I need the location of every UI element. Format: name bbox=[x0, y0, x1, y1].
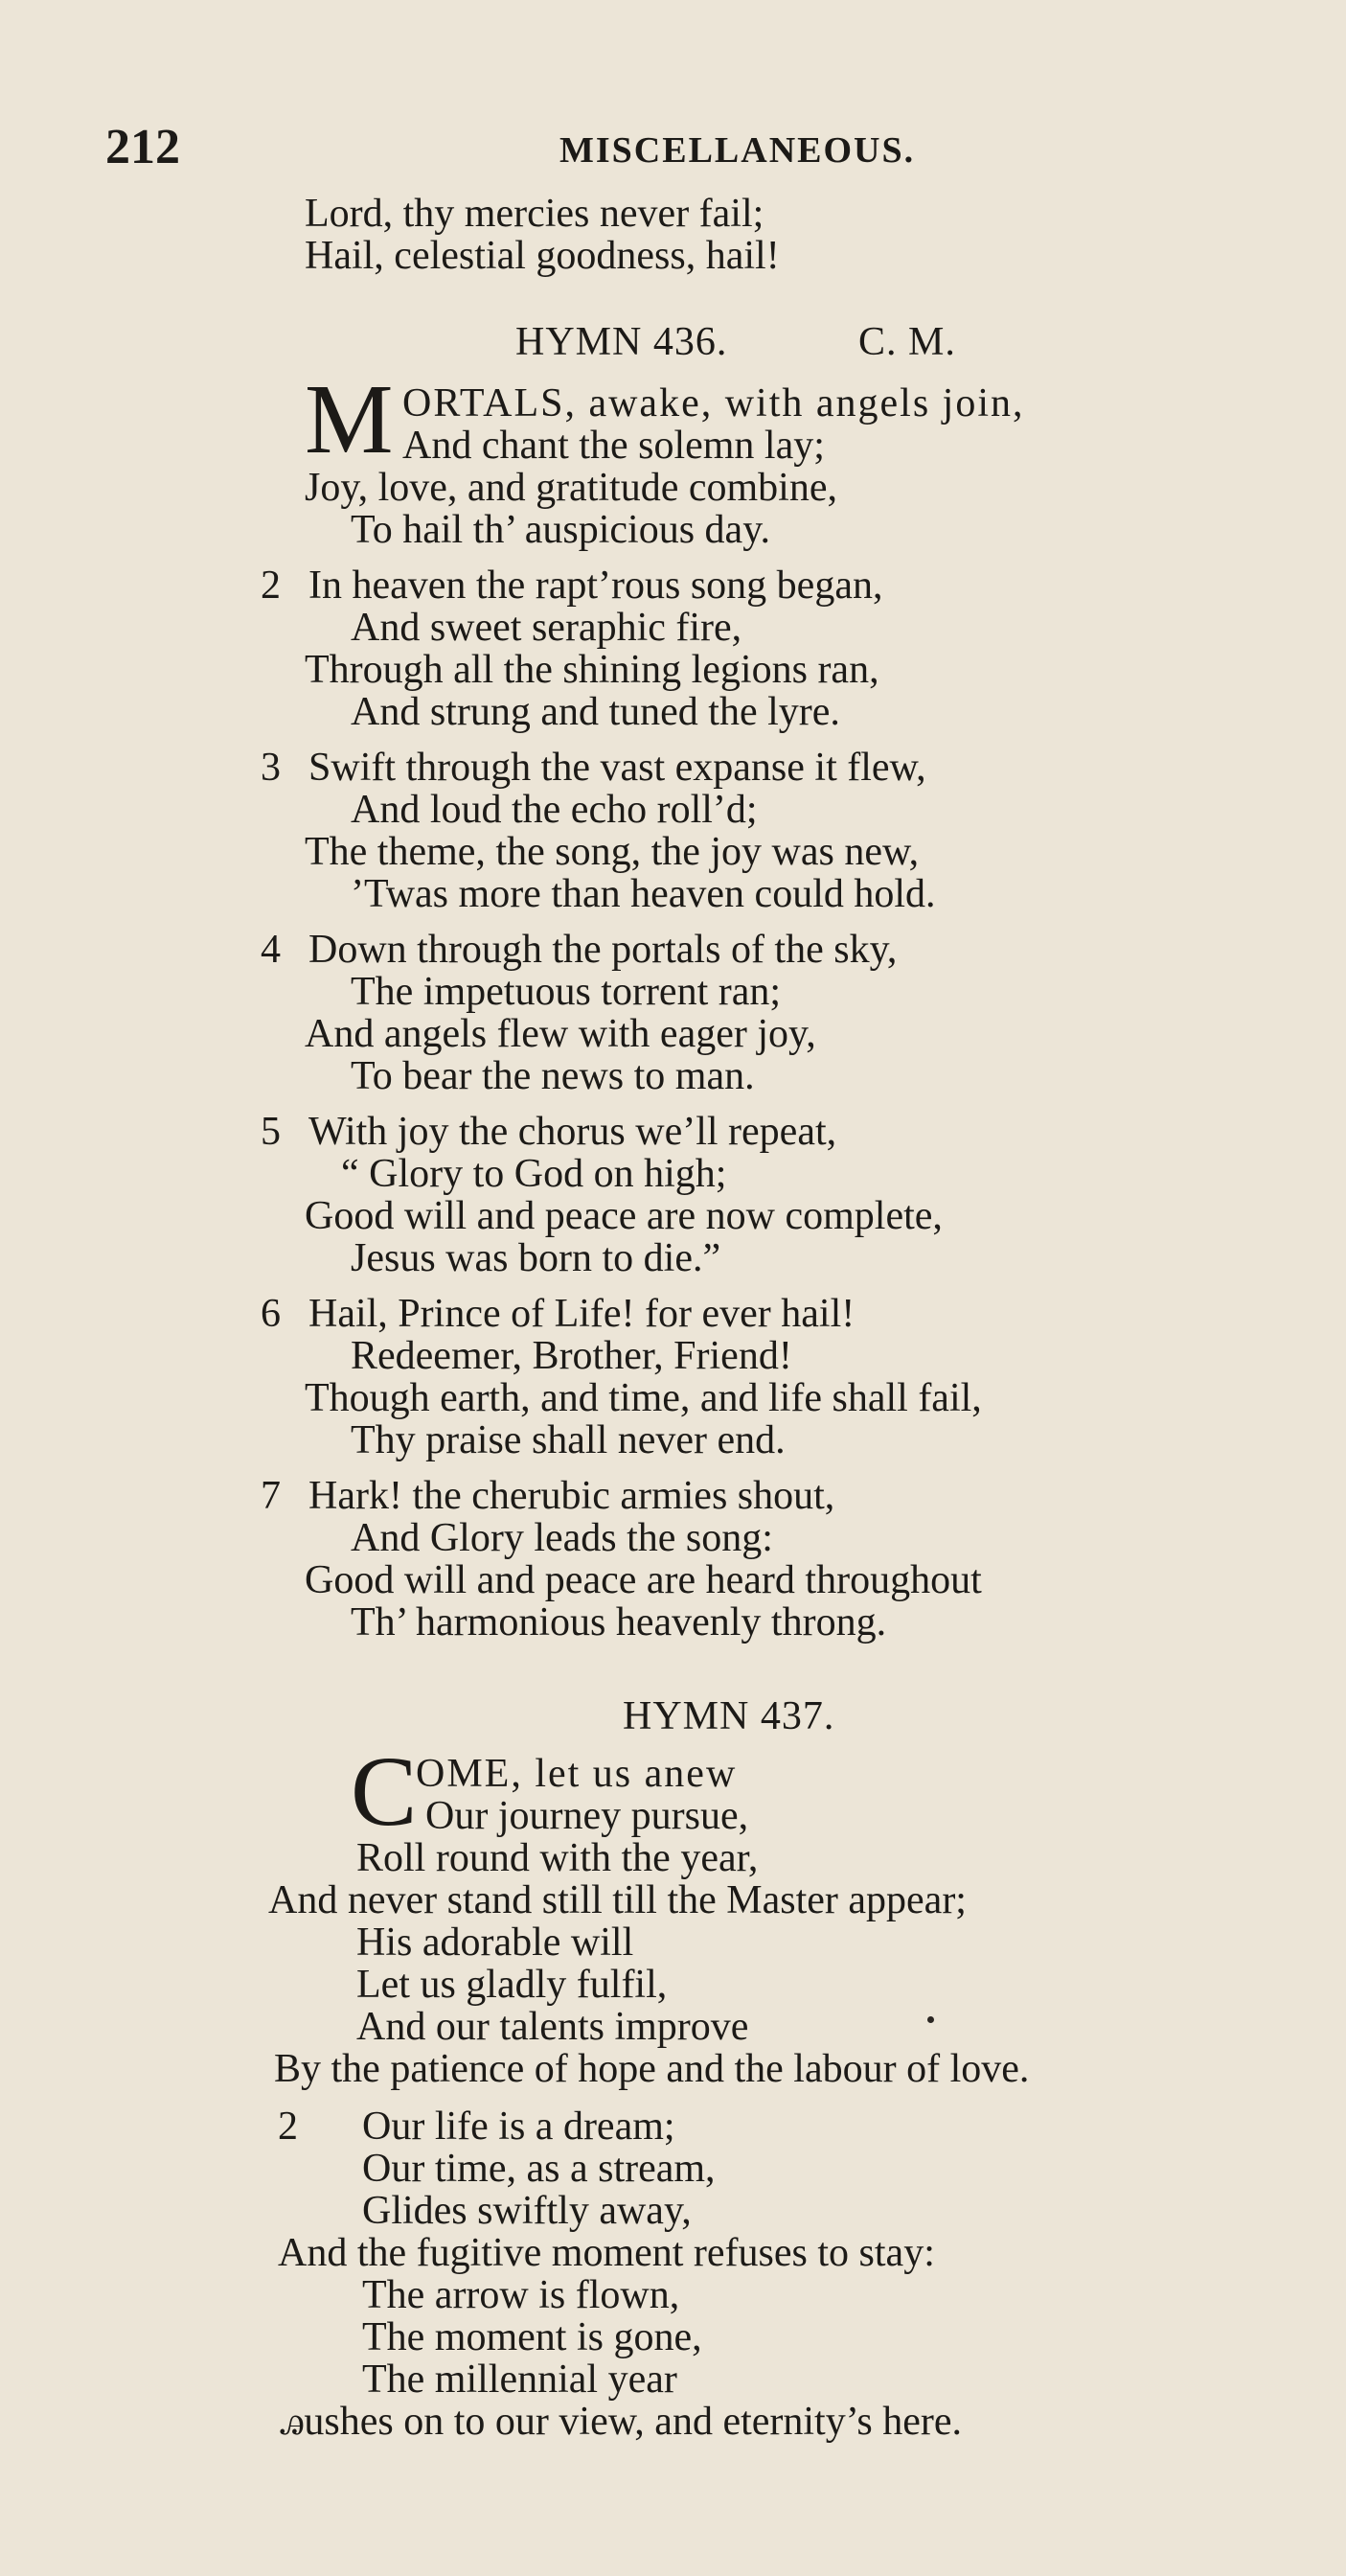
verse-line: Joy, love, and gratitude combine, bbox=[305, 466, 837, 510]
drop-cap-initial: M bbox=[305, 364, 394, 474]
hymn-437-title: HYMN 437. bbox=[623, 1694, 835, 1738]
verse-line: Our life is a dream; bbox=[362, 2104, 675, 2149]
verse-line: The moment is gone, bbox=[362, 2315, 702, 2359]
verse-line: Redeemer, Brother, Friend! bbox=[351, 1334, 792, 1378]
verse-line: With joy the chorus we’ll repeat, bbox=[308, 1110, 837, 1154]
verse-line: Good will and peace are now complete, bbox=[305, 1194, 943, 1238]
continuation-line: Lord, thy mercies never fail; bbox=[305, 192, 764, 236]
verse-line: Th’ harmonious heavenly throng. bbox=[351, 1600, 887, 1644]
verse-line: Down through the portals of the sky, bbox=[308, 928, 898, 972]
running-title: MISCELLANEOUS. bbox=[559, 130, 916, 171]
verse-line: Our journey pursue, bbox=[425, 1794, 749, 1838]
verse-line: And sweet seraphic fire, bbox=[351, 606, 742, 650]
continuation-line: Hail, celestial goodness, hail! bbox=[305, 234, 780, 278]
verse-line: And never stand still till the Master appear; bbox=[268, 1878, 967, 1922]
verse-line: And Glory leads the song: bbox=[351, 1516, 773, 1560]
verse-line: OME, let us anew bbox=[416, 1752, 738, 1796]
verse-line: Glides swiftly away, bbox=[362, 2189, 692, 2233]
verse-line: And our talents improve bbox=[356, 2005, 749, 2049]
verse-line: And chant the solemn lay; bbox=[402, 424, 825, 468]
verse-line: Hail, Prince of Life! for ever hail! bbox=[308, 1292, 856, 1336]
verse-line: The arrow is flown, bbox=[362, 2273, 680, 2317]
verse-line: By the patience of hope and the labour of love. bbox=[274, 2047, 1030, 2091]
verse-line: The millennial year bbox=[362, 2358, 677, 2402]
verse-line: ’Twas more than heaven could hold. bbox=[351, 872, 936, 916]
drop-cap-initial: C bbox=[351, 1736, 418, 1847]
verse-number: 7 bbox=[261, 1474, 281, 1518]
verse-number: 2 bbox=[278, 2104, 298, 2149]
verse-line: The theme, the song, the joy was new, bbox=[305, 830, 920, 874]
verse-line: And angels flew with eager joy, bbox=[305, 1012, 816, 1056]
verse-line: Swift through the vast expanse it flew, bbox=[308, 746, 926, 790]
verse-line: “ Glory to God on high; bbox=[341, 1152, 727, 1196]
verse-line: Through all the shining legions ran, bbox=[305, 648, 879, 692]
verse-number: 4 bbox=[261, 928, 281, 972]
verse-line: In heaven the rapt’rous song began, bbox=[308, 564, 883, 608]
verse-line: And loud the echo roll’d; bbox=[351, 788, 758, 832]
verse-number: 3 bbox=[261, 746, 281, 790]
verse-line: ꭿushes on to our view, and eternity’s here. bbox=[280, 2400, 963, 2444]
verse-line: Though earth, and time, and life shall fail, bbox=[305, 1376, 982, 1420]
verse-number: 2 bbox=[261, 564, 281, 608]
verse-line: Thy praise shall never end. bbox=[351, 1418, 786, 1462]
hymn-436-title: HYMN 436. bbox=[515, 320, 728, 364]
verse-line: To hail th’ auspicious day. bbox=[351, 508, 770, 552]
verse-line: Good will and peace are heard throughout bbox=[305, 1558, 982, 1602]
verse-line: Let us gladly fulfil, bbox=[356, 1963, 668, 2007]
verse-line: The impetuous torrent ran; bbox=[351, 970, 782, 1014]
verse-line: Our time, as a stream, bbox=[362, 2147, 716, 2191]
verse-line: To bear the news to man. bbox=[351, 1054, 755, 1098]
verse-line: Hark! the cherubic armies shout, bbox=[308, 1474, 835, 1518]
verse-line: Jesus was born to die.” bbox=[351, 1236, 721, 1280]
verse-line: His adorable will bbox=[356, 1920, 634, 1965]
hymn-436-meter: C. M. bbox=[858, 320, 956, 364]
page-number: 212 bbox=[105, 120, 180, 174]
verse-line: ORTALS, awake, with angels join, bbox=[402, 381, 1025, 426]
ink-speck bbox=[927, 2016, 934, 2023]
verse-line: And strung and tuned the lyre. bbox=[351, 690, 840, 734]
verse-number: 5 bbox=[261, 1110, 281, 1154]
verse-line: And the fugitive moment refuses to stay: bbox=[278, 2231, 935, 2275]
verse-line: Roll round with the year, bbox=[356, 1836, 759, 1880]
verse-number: 6 bbox=[261, 1292, 281, 1336]
